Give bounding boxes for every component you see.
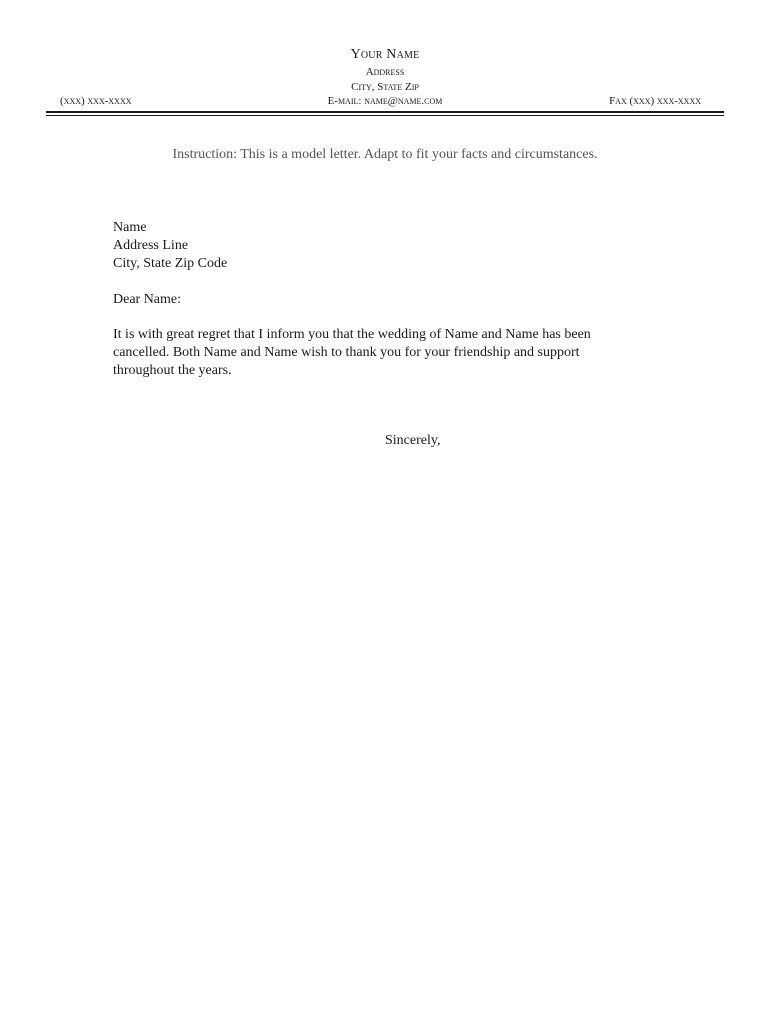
instruction-note: Instruction: This is a model letter. Adapt to fit your facts and circumstances. bbox=[172, 147, 598, 162]
letterhead-phone: (xxx) xxx-xxxx bbox=[60, 95, 132, 107]
body-line: throughout the years. bbox=[113, 363, 232, 378]
letterhead-city-state-zip: City, State Zip bbox=[351, 81, 419, 93]
salutation: Dear Name: bbox=[113, 292, 182, 307]
recipient-city: City, State Zip Code bbox=[113, 256, 228, 271]
closing: Sincerely, bbox=[385, 433, 441, 448]
body-paragraph bbox=[113, 326, 643, 380]
recipient-name: Name bbox=[113, 220, 147, 235]
body-line: cancelled. Both Name and Name wish to thank you for your friendship and support bbox=[113, 345, 580, 360]
letterhead-email: E-mail: name@name.com bbox=[327, 95, 443, 107]
recipient-address: Address Line bbox=[113, 238, 189, 253]
letterhead-rule-thick bbox=[46, 111, 724, 113]
letterhead-fax: Fax (xxx) xxx-xxxx bbox=[609, 95, 701, 107]
letterhead-address: Address bbox=[365, 66, 405, 78]
body-line: It is with great regret that I inform you that the wedding of Name and Name has been bbox=[113, 327, 591, 342]
letterhead-name: Your Name bbox=[350, 47, 420, 62]
letterhead-rule-thin bbox=[46, 115, 724, 116]
